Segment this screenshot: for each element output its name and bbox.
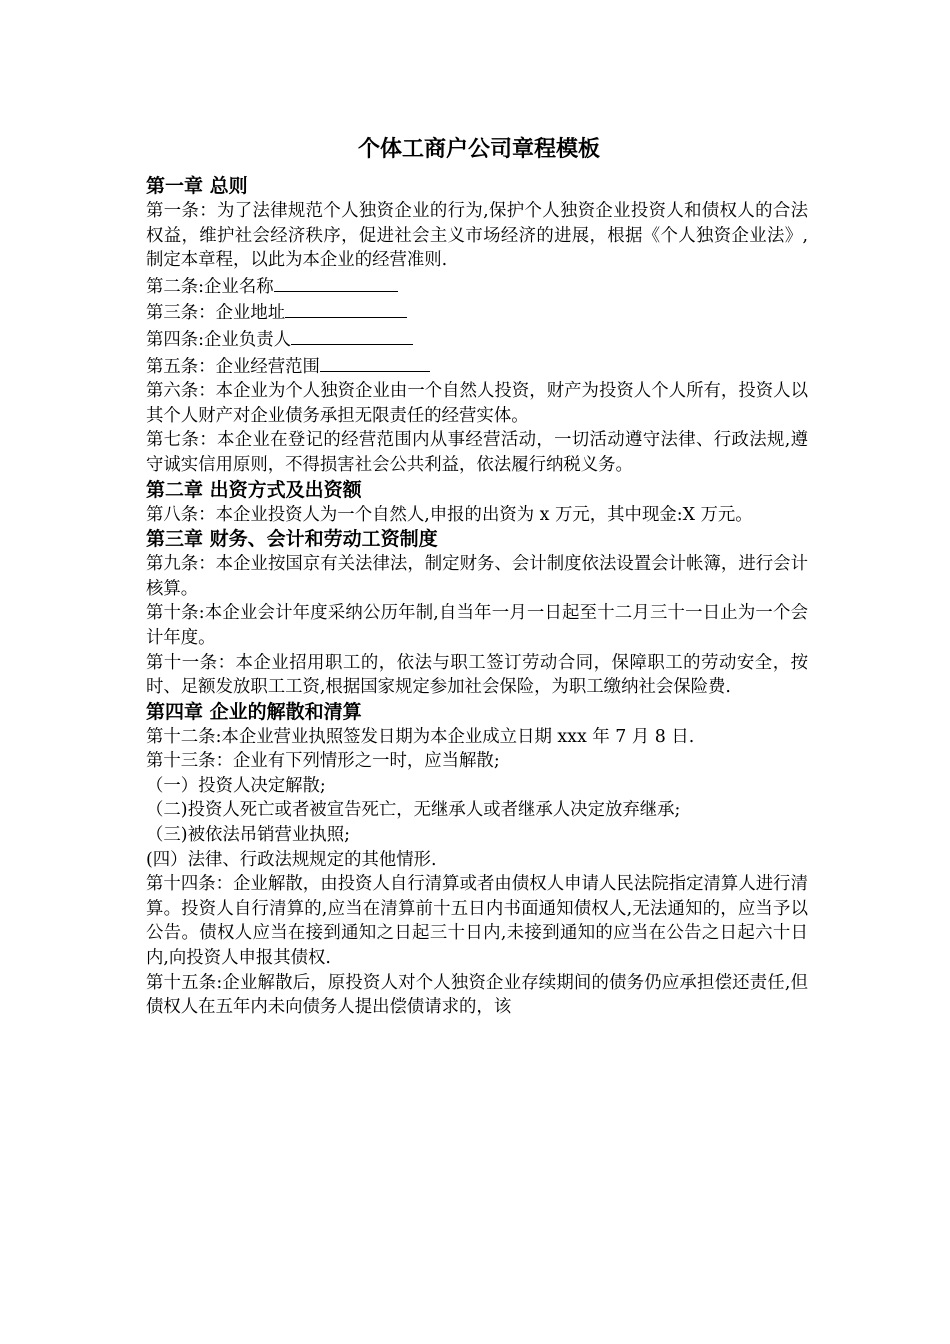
article-8: 第八条：本企业投资人为一个自然人,申报的出资为 x 万元，其中现金:X 万元。 xyxy=(146,504,753,525)
blank-line xyxy=(291,326,413,345)
document-title: 个体工商户公司章程模板 xyxy=(357,137,600,162)
article-5 xyxy=(146,353,808,380)
article-12: 第十二条:本企业营业执照签发日期为本企业成立日期 xxx 年 7 月 8 日. xyxy=(146,726,695,747)
article-10: 第十条:本企业会计年度采纳公历年制,自当年一月一日起至十二月三十一日止为一个会计年度。 xyxy=(146,603,808,648)
article-2-text: 第二条:企业名称 xyxy=(146,276,274,297)
blank-line xyxy=(285,299,407,318)
article-13: 第十三条：企业有下列情形之一时，应当解散; xyxy=(146,751,500,772)
blank-line xyxy=(320,353,430,372)
article-14: 第十四条：企业解散，由投资人自行清算或者由债权人申请人民法院指定清算人进行清算。投资人自行清算的,应当在清算前十五日内书面通知债权人,无法通知的，应当予以公告。债权人应当在接到通知之日起三十日内,未接到通知的应当在公告之日起六十日内,向投资人申报其债权. xyxy=(146,874,808,969)
article-6: 第六条：本企业为个人独资企业由一个自然人投资，财产为投资人个人所有，投资人以其个人财产对企业债务承担无限责任的经营实体。 xyxy=(146,381,808,426)
chapter-heading: 第四章 企业的解散和清算 xyxy=(146,700,362,723)
article-3-text: 第三条：企业地址 xyxy=(146,303,286,324)
list-item: （二)投资人死亡或者被宣告死亡，无继承人或者继承人决定放弃继承; xyxy=(146,800,681,821)
article-1: 第一条：为了法律规范个人独资企业的行为,保护个人独资企业投资人和债权人的合法权益，维护社会经济秩序，促进社会主义市场经济的进展，根据《个人独资企业法》,制定本章程，以此为本企业的经营准则. xyxy=(146,201,808,271)
article-15: 第十五条:企业解散后，原投资人对个人独资企业存续期间的债务仍应承担偿还责任,但债权人在五年内未向债务人提出偿债请求的，该 xyxy=(146,972,808,1018)
article-4 xyxy=(146,326,808,353)
article-5-text: 第五条：企业经营范围 xyxy=(146,356,320,377)
article-7: 第七条：本企业在登记的经营范围内从事经营活动，一切活动遵守法律、行政法规,遵守诚实信用原则，不得损害社会公共利益，依法履行纳税义务。 xyxy=(146,430,808,475)
article-9: 第九条：本企业按国京有关法律法，制定财务、会计制度依法设置会计帐簿，进行会计核算。 xyxy=(146,554,808,599)
document-page xyxy=(146,132,808,1020)
list-item: （三)被依法吊销营业执照; xyxy=(146,825,350,846)
chapter-heading: 第一章 总则 xyxy=(146,175,248,197)
blank-line xyxy=(274,273,398,292)
list-item: （一）投资人决定解散; xyxy=(146,775,326,796)
article-2 xyxy=(146,273,808,300)
chapter-heading: 第二章 出资方式及出资额 xyxy=(146,478,362,501)
article-3 xyxy=(146,299,808,326)
article-11: 第十一条：本企业招用职工的，依法与职工签订劳动合同，保障职工的劳动安全，按时、足额发放职工工资,根据国家规定参加社会保险，为职工缴纳社会保险费. xyxy=(146,652,808,698)
chapter-heading: 第三章 财务、会计和劳动工资制度 xyxy=(146,528,438,551)
article-4-text: 第四条:企业负责人 xyxy=(146,329,291,350)
list-item: (四）法律、行政法规规定的其他情形. xyxy=(146,849,437,870)
